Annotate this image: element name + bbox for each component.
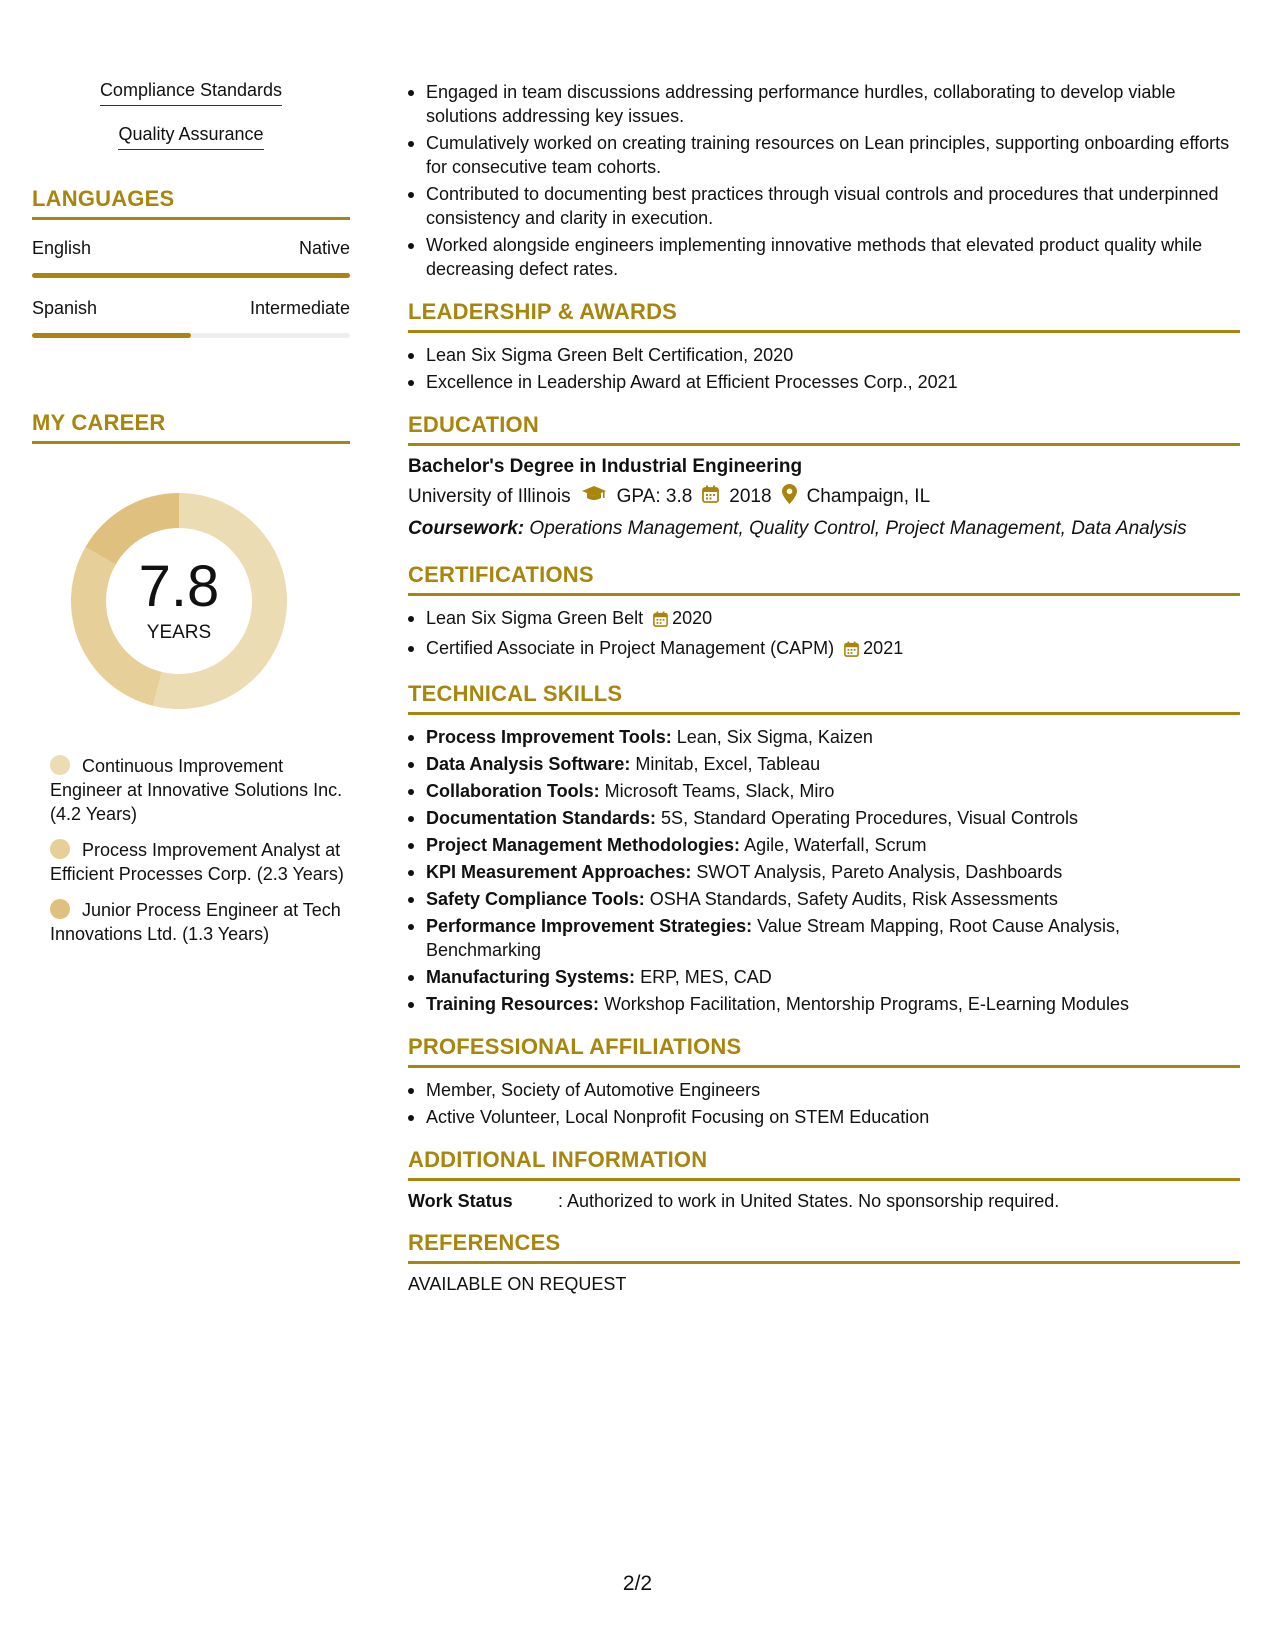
work-status-label: Work Status: [408, 1191, 513, 1211]
school-name: University of Illinois: [408, 486, 571, 507]
legend-item: Continuous Improvement Engineer at Innovative Solutions Inc. (4.2 Years): [50, 756, 343, 824]
list-item: Lean Six Sigma Green Belt Certification, 2020: [408, 343, 1240, 367]
language-proficiency-bar: [32, 333, 350, 338]
certifications-list: [408, 606, 1240, 663]
graduation-year: 2018: [729, 486, 772, 507]
sidebar: [32, 80, 350, 958]
list-item: Lean Six Sigma Green Belt 2020: [408, 606, 1240, 633]
calendar-icon: [702, 485, 719, 509]
languages-heading: LANGUAGES: [32, 186, 350, 220]
language-level: Native: [298, 238, 350, 258]
legend-dot: [50, 755, 70, 775]
legend-dot: [50, 899, 70, 919]
career-total: 7.8: [138, 554, 220, 619]
work-status-value: : Authorized to work in United States. No sponsorship required.: [558, 1191, 1060, 1211]
location-pin-icon: [782, 484, 797, 510]
list-item: Excellence in Leadership Award at Efficient Processes Corp., 2021: [408, 370, 1240, 394]
career-heading: MY CAREER: [32, 410, 350, 444]
degree: Bachelor's Degree in Industrial Engineering: [408, 456, 803, 477]
list-item: Data Analysis Software: Minitab, Excel, Tableau: [408, 752, 1240, 776]
education-entry: [408, 456, 1240, 540]
references-heading: REFERENCES: [408, 1230, 1240, 1264]
references-text: AVAILABLE ON REQUEST: [408, 1274, 627, 1294]
calendar-icon: [653, 609, 668, 633]
list-item: Process Improvement Tools: Lean, Six Sigma, Kaizen: [408, 725, 1240, 749]
skill-tag: Compliance Standards: [32, 80, 350, 106]
certifications-heading: CERTIFICATIONS: [408, 562, 1240, 596]
legend-item: Process Improvement Analyst at Efficient Processes Corp. (2.3 Years): [50, 840, 344, 884]
technical-skills-heading: TECHNICAL SKILLS: [408, 681, 1240, 715]
awards-heading: LEADERSHIP & AWARDS: [408, 299, 1240, 333]
affiliations-list: [408, 1078, 1240, 1129]
career-legend: [50, 754, 350, 946]
gpa: GPA: 3.8: [616, 486, 693, 507]
list-item: Manufacturing Systems: ERP, MES, CAD: [408, 965, 1240, 989]
list-item: Member, Society of Automotive Engineers: [408, 1078, 1240, 1102]
language-proficiency-bar: [32, 273, 350, 278]
page-number: 2/2: [622, 1572, 653, 1595]
list-item: Cumulatively worked on creating training resources on Lean principles, supporting onboarding efforts for consecutive team cohorts.: [408, 131, 1240, 179]
list-item: Active Volunteer, Local Nonprofit Focusing on STEM Education: [408, 1105, 1240, 1129]
list-item: Collaboration Tools: Microsoft Teams, Slack, Miro: [408, 779, 1240, 803]
affiliations-heading: PROFESSIONAL AFFILIATIONS: [408, 1034, 1240, 1068]
education-heading: EDUCATION: [408, 412, 1240, 446]
list-item: Performance Improvement Strategies: Value Stream Mapping, Root Cause Analysis, Benchmarking: [408, 914, 1240, 962]
list-item: Worked alongside engineers implementing innovative methods that elevated product quality while decreasing defect rates.: [408, 233, 1240, 281]
career-unit: YEARS: [146, 622, 212, 643]
skill-tag: Quality Assurance: [32, 124, 350, 150]
additional-info-heading: ADDITIONAL INFORMATION: [408, 1147, 1240, 1181]
coursework: Coursework: Operations Management, Quality Control, Project Management, Data Analysis: [408, 518, 1187, 539]
graduation-cap-icon: [581, 485, 607, 509]
language-item: [32, 298, 350, 338]
list-item: KPI Measurement Approaches: SWOT Analysis, Pareto Analysis, Dashboards: [408, 860, 1240, 884]
main-content: [408, 80, 1240, 1295]
language-name: Spanish: [32, 298, 98, 318]
list-item: Engaged in team discussions addressing performance hurdles, collaborating to develop viable solutions addressing key issues.: [408, 80, 1240, 128]
awards-list: [408, 343, 1240, 394]
list-item: Documentation Standards: 5S, Standard Operating Procedures, Visual Controls: [408, 806, 1240, 830]
language-item: [32, 238, 350, 278]
list-item: Safety Compliance Tools: OSHA Standards, Safety Audits, Risk Assessments: [408, 887, 1240, 911]
school-location: Champaign, IL: [806, 486, 931, 507]
calendar-icon: [844, 639, 859, 663]
experience-bullets: [408, 80, 1240, 281]
list-item: Certified Associate in Project Management (CAPM) 2021: [408, 636, 1240, 663]
work-status-row: [408, 1191, 1240, 1212]
legend-dot: [50, 839, 70, 859]
technical-skills-list: [408, 725, 1240, 1016]
list-item: Training Resources: Workshop Facilitation, Mentorship Programs, E-Learning Modules: [408, 992, 1240, 1016]
language-name: English: [32, 238, 92, 258]
list-item: Contributed to documenting best practices through visual controls and procedures that underpinned consistency and clarity in execution.: [408, 182, 1240, 230]
legend-item: Junior Process Engineer at Tech Innovations Ltd. (1.3 Years): [50, 900, 341, 944]
career-donut-chart: [64, 486, 294, 716]
list-item: Project Management Methodologies: Agile, Waterfall, Scrum: [408, 833, 1240, 857]
language-level: Intermediate: [249, 298, 350, 318]
